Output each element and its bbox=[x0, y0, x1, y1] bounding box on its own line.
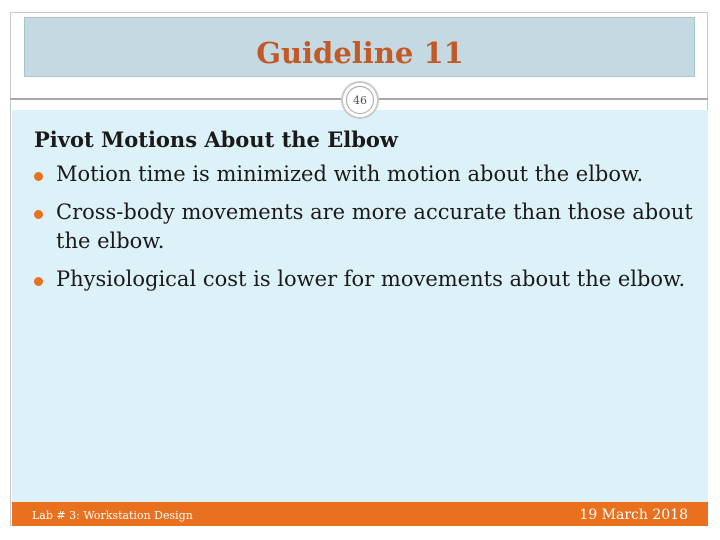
slide-body bbox=[34, 120, 700, 303]
bullet-dot-icon bbox=[34, 210, 43, 219]
bullet-text: Motion time is minimized with motion about the elbow. bbox=[56, 162, 644, 186]
bullet-text: Physiological cost is lower for movements about the elbow. bbox=[56, 267, 686, 291]
section-heading: Pivot Motions About the Elbow bbox=[34, 127, 398, 152]
bullet-item bbox=[34, 160, 700, 189]
bullet-item bbox=[34, 198, 700, 256]
footer-date: 19 March 2018 bbox=[579, 507, 688, 523]
bullet-item bbox=[34, 265, 700, 294]
bullet-text: Cross-body movements are more accurate than those about the elbow. bbox=[56, 200, 693, 253]
slide-title: Guideline 11 bbox=[256, 36, 464, 70]
footer-course-label: Lab # 3: Workstation Design bbox=[32, 509, 193, 522]
page-number: 46 bbox=[346, 86, 374, 114]
bullet-dot-icon bbox=[34, 172, 43, 181]
page-number-badge bbox=[341, 81, 379, 119]
bullet-dot-icon bbox=[34, 277, 43, 286]
